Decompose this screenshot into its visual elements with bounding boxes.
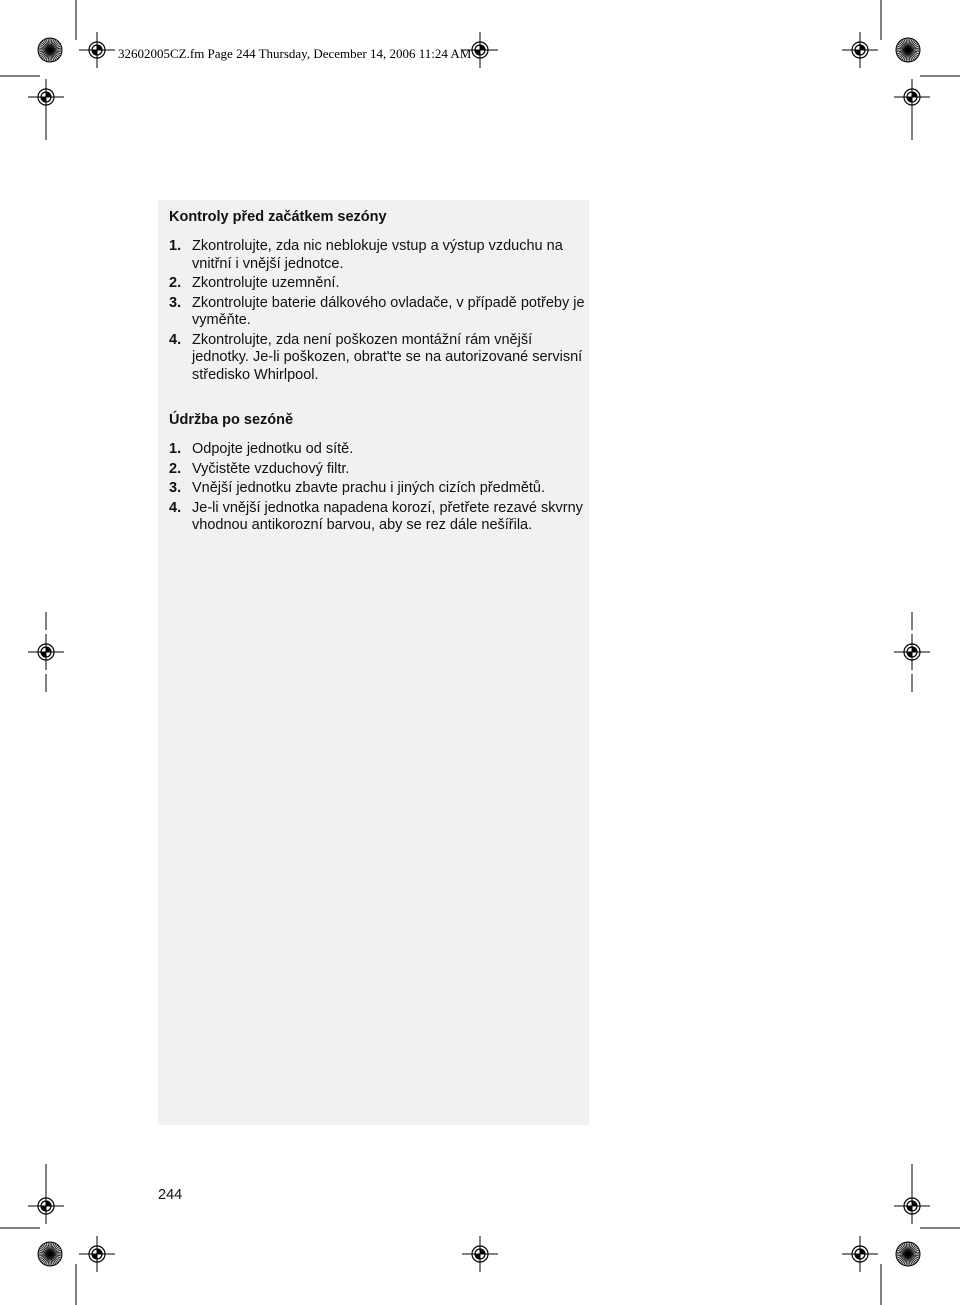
list-item [169, 275, 587, 293]
registration-crosshair-mark [894, 634, 930, 670]
item-number: 4. [169, 331, 182, 348]
item-number: 1. [169, 238, 182, 254]
registration-crosshair-mark [28, 1188, 64, 1224]
registration-crosshair-mark [894, 1188, 930, 1224]
registration-sun-mark [896, 38, 920, 62]
section-title-preseason: Kontroly před začátkem sezóny [169, 209, 387, 225]
item-number: 3. [169, 294, 182, 311]
item-text: Zkontrolujte uzemnění. [192, 275, 340, 291]
postseason-maintenance-list [169, 441, 587, 535]
list-item [169, 461, 587, 479]
list-item [169, 441, 587, 459]
section-title-postseason: Údržba po sezóně [169, 412, 294, 428]
item-number: 3. [169, 480, 182, 496]
item-text: Zkontrolujte, zda nic neblokuje vstup a výstup vzduchu na vnitřní i vnější jednotce. [192, 238, 563, 272]
registration-sun-mark [38, 1242, 62, 1266]
item-number: 1. [169, 441, 182, 457]
registration-crosshair-mark [79, 32, 115, 68]
registration-sun-mark [896, 1242, 920, 1266]
list-item [169, 500, 587, 535]
item-text: Odpojte jednotku od sítě. [192, 441, 354, 457]
registration-crosshair-mark [462, 1236, 498, 1272]
list-item [169, 238, 587, 273]
item-text: Je-li vnější jednotka napadena korozí, přetřete rezavé skvrny vhodnou antikorozní barvou, aby se rez dále nešířila. [192, 499, 583, 533]
item-text: Zkontrolujte, zda není poškozen montážní rám vnější jednotky. Je-li poškozen, obrat'te se na autorizované servisní středisko Whirlpool. [192, 331, 583, 383]
registration-crosshair-mark [894, 79, 930, 115]
registration-crosshair-mark [842, 1236, 878, 1272]
list-item [169, 332, 587, 385]
registration-sun-mark [38, 38, 62, 62]
preseason-checklist [169, 238, 587, 384]
content-column [169, 208, 587, 537]
item-number: 2. [169, 460, 182, 477]
print-slug-line: 32602005CZ.fm Page 244 Thursday, December 14, 2006 11:24 AM [118, 46, 472, 61]
item-number: 2. [169, 275, 182, 291]
item-text: Vnější jednotku zbavte prachu i jiných cizích předmětů. [192, 480, 546, 496]
registration-crosshair-mark [842, 32, 878, 68]
list-item [169, 295, 587, 330]
registration-crosshair-mark [28, 634, 64, 670]
item-text: Zkontrolujte baterie dálkového ovladače, v případě potřeby je vyměňte. [192, 294, 585, 328]
registration-crosshair-mark [28, 79, 64, 115]
registration-crosshair-mark [79, 1236, 115, 1272]
list-item [169, 480, 587, 498]
item-number: 4. [169, 499, 182, 516]
item-text: Vyčistěte vzduchový filtr. [192, 460, 350, 477]
page-number: 244 [158, 1187, 183, 1203]
